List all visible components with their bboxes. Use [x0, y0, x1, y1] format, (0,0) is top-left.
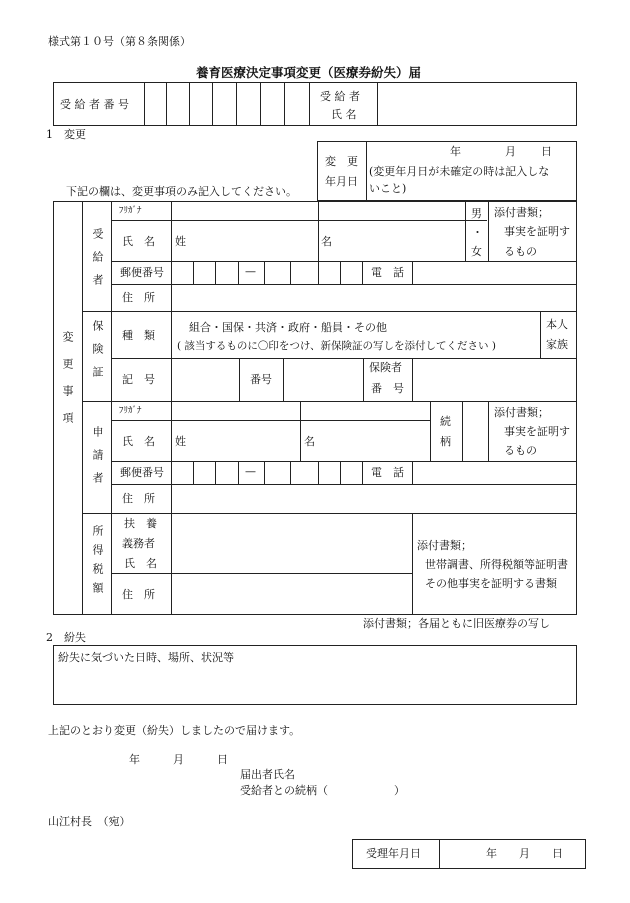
submitter-relation-label[interactable]: 受給者との続柄（ ）	[240, 784, 405, 797]
recipient-given-label: 名	[321, 235, 332, 248]
recipient-address-label: 住 所	[122, 291, 155, 304]
applicant-given-label: 名	[304, 435, 315, 448]
supporter-name-field[interactable]	[172, 515, 411, 572]
applicant-attach-2: 事実を証明す	[504, 425, 570, 438]
tax-group-label: 所得税額	[91, 525, 104, 601]
applicant-address-field[interactable]	[172, 486, 575, 512]
relation-label-2: 柄	[440, 435, 451, 448]
recipient-name-row-label: 氏 名	[122, 235, 155, 248]
insurer-number-field[interactable]	[413, 360, 575, 400]
insurance-principal[interactable]: 本人	[546, 318, 568, 331]
insurer-label: 保険者	[369, 361, 402, 374]
applicant-attach-3: るもの	[504, 444, 537, 457]
recipient-number-label: 受 給 者 番 号	[60, 98, 129, 111]
insurance-type-note: ( 該当するものに〇印をつけ、新保険証の写しを添付してください )	[177, 340, 496, 352]
supporter-label-3: 氏 名	[124, 557, 157, 570]
applicant-postal-label: 郵便番号	[120, 466, 164, 479]
statement: 上記のとおり変更（紛失）しましたので届けます。	[48, 724, 301, 737]
insurance-group-label: 保険証	[91, 320, 104, 389]
supporter-address-field[interactable]	[172, 575, 411, 613]
recipient-postal-dash: —	[245, 265, 256, 278]
recipient-phone-label: 電 話	[371, 266, 404, 279]
tax-address-label: 住 所	[122, 588, 155, 601]
change-date-label-2: 年月日	[325, 175, 358, 188]
recipient-group-label: 受給者	[91, 228, 104, 297]
recipient-name-field[interactable]	[378, 84, 575, 124]
recipient-postal-label: 郵便番号	[120, 266, 164, 279]
sex-dot: ・	[472, 226, 483, 239]
change-items-label: 変更事項	[61, 331, 74, 439]
insurance-symbol-label: 記 号	[122, 373, 155, 386]
supporter-label-2: 義務者	[122, 537, 155, 550]
section1-label: 1 変更	[46, 128, 86, 141]
form-number: 様式第１０号（第８条関係）	[48, 35, 191, 48]
tax-attach-2: 世帯調書、所得税額等証明書	[425, 558, 568, 571]
applicant-phone-label: 電 話	[371, 466, 404, 479]
tax-attach-3: その他事実を証明する書類	[425, 577, 557, 590]
change-date-year: 年	[450, 145, 461, 158]
received-date-value[interactable]: 年 月 日	[486, 847, 563, 860]
recipient-attach-3: るもの	[504, 245, 537, 258]
insurance-type-options[interactable]: 組合・国保・共済・政府・船員・その他	[189, 321, 387, 334]
insurance-family[interactable]: 家族	[546, 338, 568, 351]
recipient-name-label: 受 給 者	[320, 90, 360, 103]
change-date-note: (変更年月日が未確定の時は記入しな	[369, 165, 550, 178]
recipient-phone-field[interactable]	[413, 263, 575, 283]
applicant-attach-1: 添付書類；	[494, 406, 549, 419]
relation-label: 続	[440, 415, 451, 428]
tax-attach-1: 添付書類；	[417, 539, 472, 552]
submission-date[interactable]: 年 月 日	[129, 753, 228, 766]
instruction: 下記の欄は、変更事項のみ記入してください。	[66, 185, 297, 198]
insurer-label-2: 番 号	[371, 382, 404, 395]
addressee: 山江村長 （宛）	[48, 815, 131, 828]
applicant-group-label: 申請者	[91, 426, 104, 495]
applicant-surname-label: 姓	[175, 435, 186, 448]
applicant-furigana-label: ﾌﾘｶﾞﾅ	[119, 406, 142, 416]
applicant-postal-dash: —	[245, 465, 256, 478]
recipient-furigana-label: ﾌﾘｶﾞﾅ	[119, 206, 142, 216]
insurance-number-label: 番号	[250, 373, 272, 386]
recipient-attach-2: 事実を証明す	[504, 225, 570, 238]
loss-details-label: 紛失に気づいた日時、場所、状況等	[58, 651, 234, 664]
supporter-label: 扶 養	[124, 517, 157, 530]
recipient-address-field[interactable]	[172, 286, 575, 310]
sex-male[interactable]: 男	[471, 207, 482, 220]
section2-label: 2 紛失	[46, 631, 86, 644]
applicant-name-row-label: 氏 名	[122, 435, 155, 448]
received-date-label: 受理年月日	[366, 847, 421, 860]
applicant-address-label: 住 所	[122, 492, 155, 505]
change-date-day: 日	[541, 145, 552, 158]
change-date-label: 変 更	[325, 155, 358, 168]
recipient-surname-label: 姓	[175, 235, 186, 248]
insurance-type-label: 種 類	[122, 329, 155, 342]
applicant-phone-field[interactable]	[413, 463, 575, 483]
attach-note: 添付書類；各届ともに旧医療券の写し	[363, 617, 550, 630]
submitter-name-label[interactable]: 届出者氏名	[240, 768, 295, 781]
recipient-name-label-2: 氏 名	[331, 108, 357, 121]
form-title: 養育医療決定事項変更（医療券紛失）届	[196, 65, 422, 80]
change-date-month: 月	[505, 145, 516, 158]
sex-female[interactable]: 女	[471, 245, 482, 258]
change-date-note-2: いこと)	[369, 182, 407, 195]
recipient-attach-1: 添付書類；	[494, 206, 549, 219]
